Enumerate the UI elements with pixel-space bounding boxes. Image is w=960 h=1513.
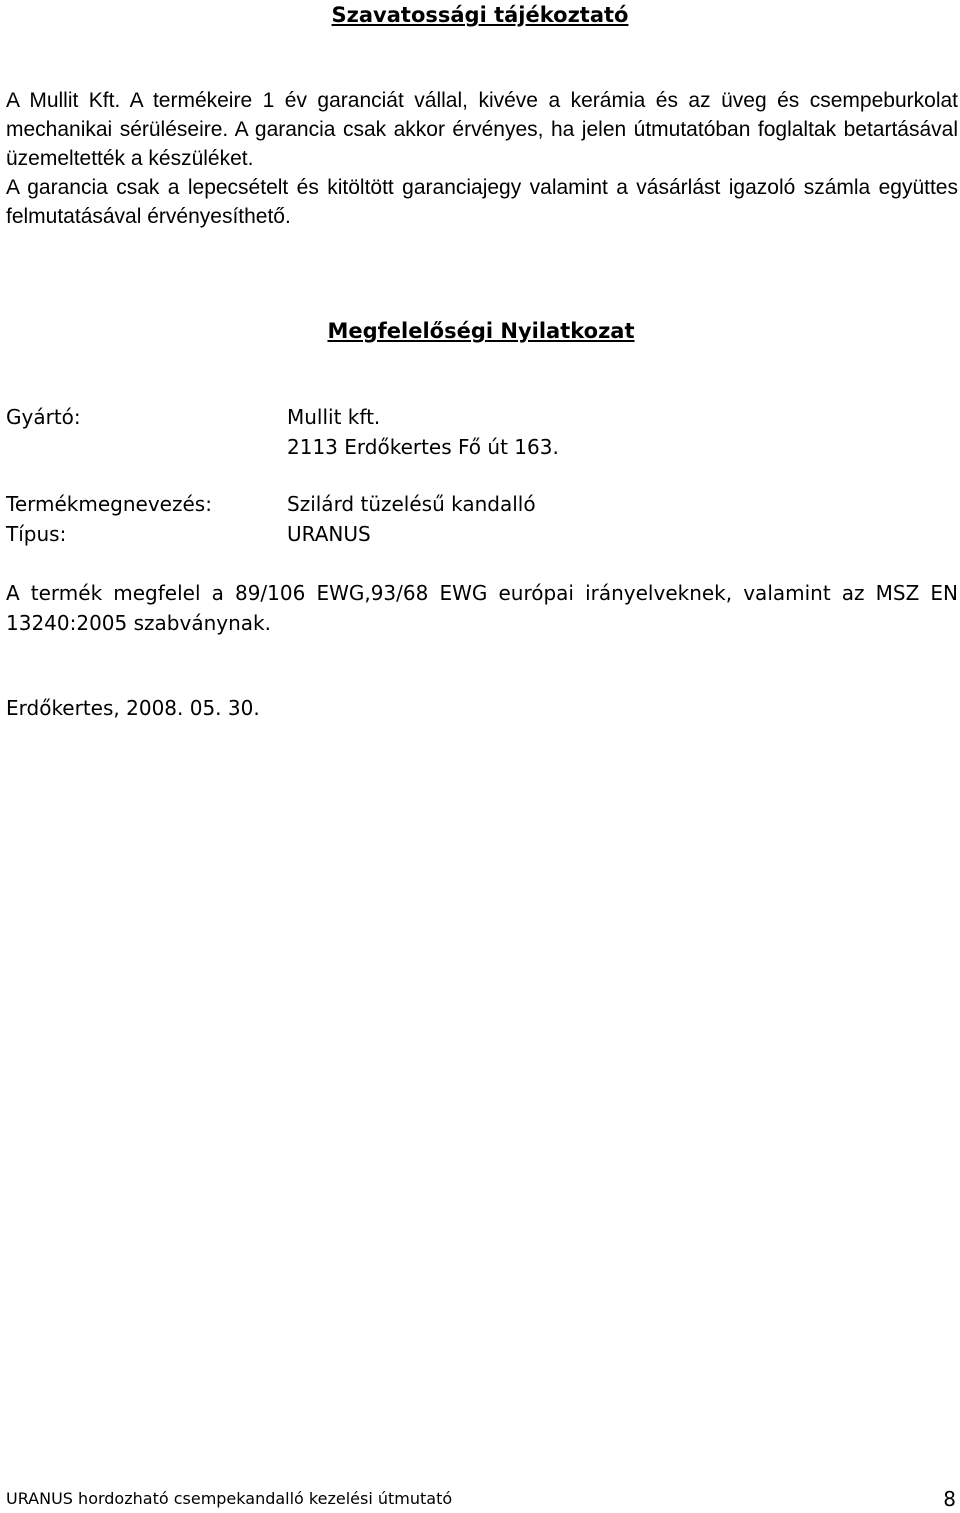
warranty-paragraph: A garancia csak a lepecsételt és kitöltött garanciajegy valamint a vásárlást igazoló számla együttes felmutatásával érvényesíthető. — [6, 176, 958, 228]
place-date: Erdőkertes, 2008. 05. 30. — [6, 696, 260, 720]
warranty-text — [6, 86, 958, 231]
warranty-paragraph: A Mullit Kft. A termékeire 1 év garanciát vállal, kivéve a kerámia és az üveg és csempeburkolat mechanikai sérüléseire. A garancia csak akkor érvényes, ha jelen útmutatóban foglaltak betartásával üzemeltették a készüléket. — [6, 89, 958, 170]
footer-text: URANUS hordozható csempekandalló kezelési útmutató — [6, 1489, 453, 1508]
compliance-statement: A termék megfelel a 89/106 EWG,93/68 EWG európai irányelveknek, valamint az MSZ EN 13240:2005 szabványnak. — [6, 581, 958, 635]
page-number: 8 — [943, 1487, 956, 1511]
declaration-title: Megfelelőségi Nyilatkozat — [327, 319, 635, 343]
manufacturer-address: 2113 Erdőkertes Fő út 163. — [287, 435, 559, 459]
product-name-value: Szilárd tüzelésű kandalló — [287, 492, 536, 516]
type-value: URANUS — [287, 522, 371, 546]
product-name-label: Termékmegnevezés: — [6, 492, 212, 516]
manufacturer-name: Mullit kft. — [287, 405, 381, 429]
type-label: Típus: — [6, 522, 67, 546]
manufacturer-label: Gyártó: — [6, 405, 81, 429]
page-title: Szavatossági tájékoztató — [331, 3, 629, 27]
